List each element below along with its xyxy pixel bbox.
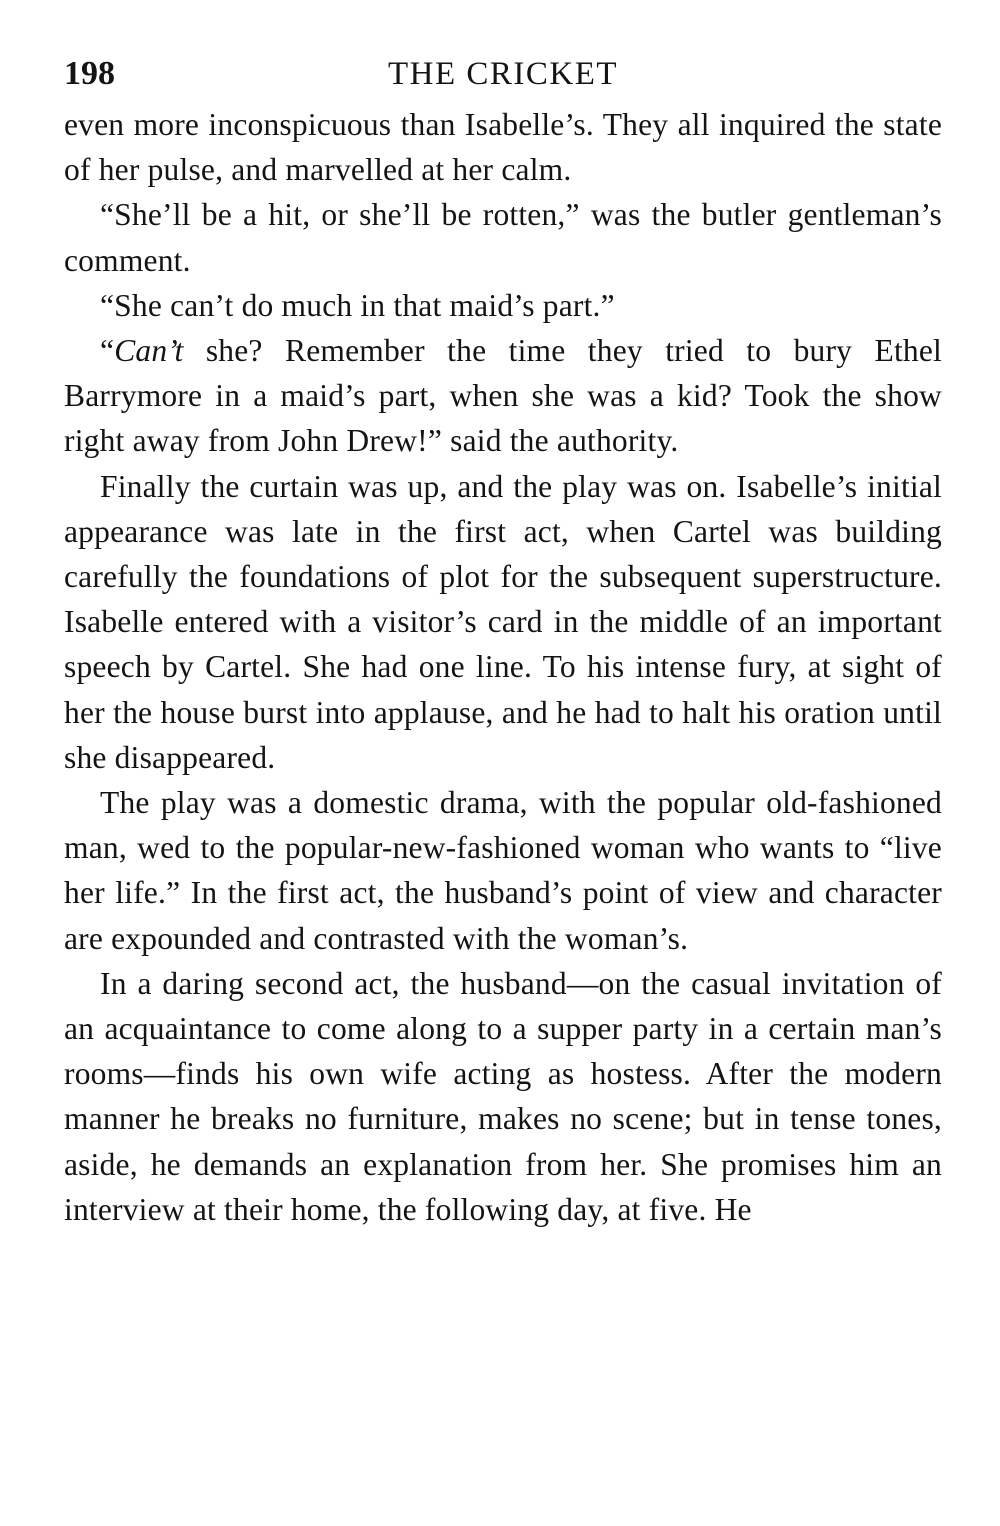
paragraph-curtain-up: Finally the curtain was up, and the play was on. Isabelle’s initial appearance was late in the first act, when Cartel was building carefully the foundations of plot for the subsequent superstructure. Isabelle entered with a visitor’s card in the middle of an important speech by Cartel. She had one line. To his intense fury, at sight of her the house burst into applause, and he had to halt his oration until she disappeared. xyxy=(64,468,942,775)
running-header xyxy=(64,52,942,102)
body-text xyxy=(64,102,942,1232)
book-page xyxy=(64,52,942,1232)
emphasis-text: Can’t xyxy=(114,333,184,369)
page-number: 198 xyxy=(64,55,115,92)
open-quote: “ xyxy=(100,333,115,369)
running-title: THE CRICKET xyxy=(387,56,619,92)
paragraph-authority xyxy=(64,328,942,464)
paragraph-second-act: In a daring second act, the husband—on the casual invitation of an acquaintance to come along to a supper party in a certain man’s rooms—finds his own wife acting as hostess. After the modern manner he breaks no furniture, makes no scene; but in tense tones, aside, he demands an explanation from her. She promises him an interview at their home, the following day, at five. He xyxy=(64,965,942,1227)
paragraph-authority-rest: she? Remember the time they tried to bury Ethel Barrymore in a maid’s part, when she was a kid? Took the show right away from John Drew!” said the authority. xyxy=(64,333,942,459)
paragraph-domestic-drama: The play was a domestic drama, with the popular old-fashioned man, wed to the popular-new-fashioned woman who wants to “live her life.” In the first act, the husband’s point of view and character are expounded and contrasted with the woman’s. xyxy=(64,785,942,956)
paragraph-continuation: even more inconspicuous than Isabelle’s. They all inquired the state of her pulse, and marvelled at her calm. xyxy=(64,107,942,188)
paragraph-maid-part: “She can’t do much in that maid’s part.” xyxy=(100,287,615,323)
paragraph-butler-comment: “She’ll be a hit, or she’ll be rotten,” was the butler gentleman’s comment. xyxy=(64,197,942,278)
